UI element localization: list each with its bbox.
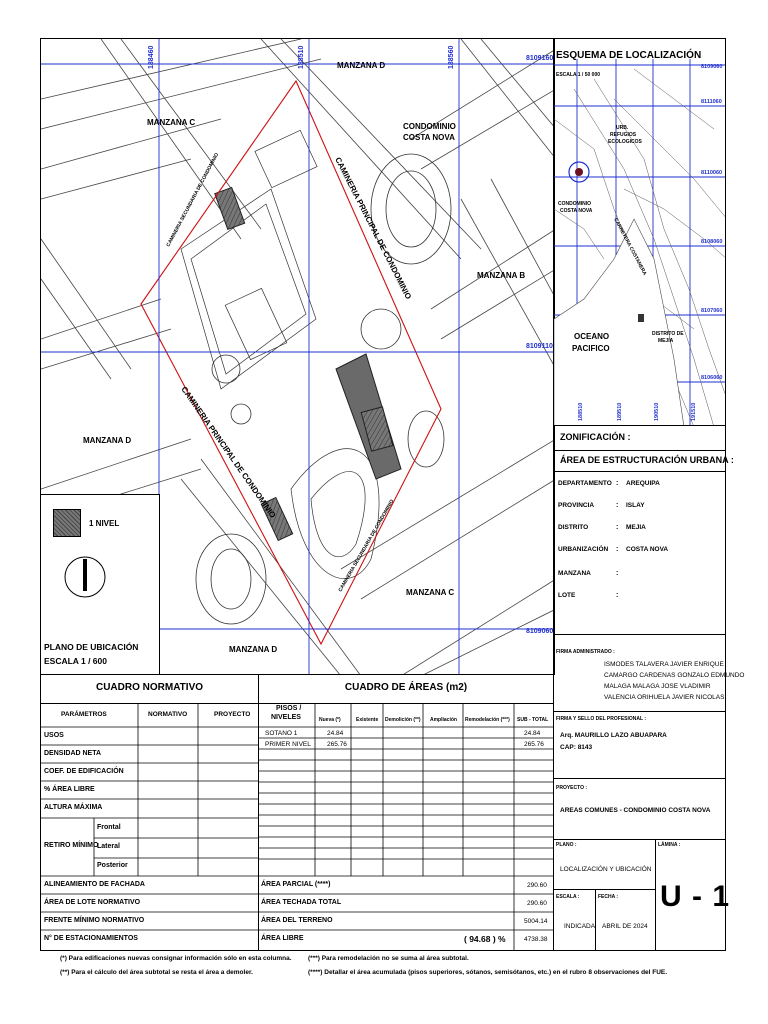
zon-row: DISTRITO : MEJIA [558, 524, 646, 531]
esquema-coord-n5: 8106060 [701, 375, 723, 381]
normativo-grid [41, 675, 258, 950]
esquema-oceano-2: PACIFICO [572, 344, 610, 353]
coord-n2: 8109110 [526, 343, 553, 350]
coord-e3: 188560 [448, 45, 455, 69]
esquema-carretera: CARRETERA COSTANERA [612, 217, 648, 277]
note-3: (***) Para remodelación no se suma al área subtotal. [308, 955, 469, 962]
plano-panel: PLANO : LOCALIZACIÓN Y UBICACIÓN [553, 839, 656, 890]
label-manzana-c-top: MANZANA C [147, 118, 196, 127]
label-manzana-d-top: MANZANA D [337, 61, 386, 70]
zonificacion-area: ÁREA DE ESTRUCTURACIÓN URBANA : [560, 455, 734, 465]
label-road-sec-1: CAMINERIA SECUNDARIA DE CONDOMINIO [165, 151, 221, 248]
plano-scale: ESCALA 1 / 600 [44, 656, 107, 666]
esquema-coord-n3: 8108060 [701, 239, 723, 245]
legend-swatch [53, 509, 81, 537]
label-road-sec-2: CAMINERIA SECUNDARIA DE CONDOMINIO [337, 498, 396, 593]
label-manzana-d-left: MANZANA D [83, 436, 132, 445]
zon-row: DEPARTAMENTO : AREQUIPA [558, 480, 660, 487]
esquema-oceano-1: OCEANO [574, 332, 610, 341]
areas-title: CUADRO DE ÁREAS (m2) [344, 682, 468, 693]
esquema-distrito-2: MEJIA [658, 338, 674, 344]
cuadro-areas: CUADRO DE ÁREAS (m2) PISOS / NIVELES Nueva (*) Existente Demolición (**) Ampliación Remodelación (***) SUB - TOTAL SOTANO 1 24.84 24.84 PRIMER NIVEL 265.76 265.76 ÁREA PARCIAL (****) 290.60 ÁREA TECHADA TOTAL 290.60 ÁREA DEL TERRENO 5004.14 ÁREA LIBRE ( 94.68 ) % 4738.38 [258, 674, 554, 951]
esquema-scale: ESCALA 1 / 50 000 [556, 72, 601, 78]
esquema-coord-e2: 190510 [654, 402, 660, 421]
label-manzana-c-bottom: MANZANA C [406, 588, 455, 597]
zon-row: MANZANA : [558, 570, 619, 577]
firma-panel: FIRMA ADMINISTRADO : ISMODES TALAVERA JAVIER ENRIQUE CAMARGO CARDENAS GONZALO EDMUNDO MALAGA MALAGA JOSE VLADIMIR VALENCIA ORIHUELA JAVIER NICOLAS [553, 634, 726, 712]
plano-title: PLANO DE UBICACIÓN [44, 642, 139, 652]
esquema-cond-1: CONDOMINIO [558, 201, 592, 207]
profesional-panel: FIRMA Y SELLO DEL PROFESIONAL : Arq. MAURILLO LAZO ABUAPARA CAP: 8143 [553, 711, 726, 779]
lamina-value: U - 1 [660, 880, 731, 913]
legend-box [40, 494, 160, 675]
coord-n3: 8109060 [526, 628, 554, 635]
proyecto-panel: PROYECTO : AREAS COMUNES - CONDOMINIO COSTA NOVA [553, 778, 726, 840]
esquema-urb-1: URB. [616, 125, 629, 131]
firma-label: FIRMA ADMINISTRADO : [556, 649, 615, 655]
zon-row: PROVINCIA : ISLAY [558, 502, 645, 509]
zon-row: LOTE : [558, 592, 619, 599]
note-1: (*) Para edificaciones nuevas consignar información sólo en esta columna. [60, 955, 292, 962]
esquema-urb-2: REFUGIOS [610, 132, 637, 138]
esquema-coord-n1: 8111060 [701, 99, 722, 105]
esquema-coord-n4: 8107060 [701, 308, 723, 314]
zon-row: URBANIZACIÓN : COSTA NOVA [558, 546, 669, 553]
escala-panel: ESCALA : INDICADA [553, 889, 596, 951]
zonificacion-title: ZONIFICACIÓN : [560, 432, 631, 442]
esquema-title: ESQUEMA DE LOCALIZACIÓN [556, 50, 702, 61]
esquema-panel [553, 38, 726, 426]
esquema-coord-e3: 191510 [691, 402, 697, 421]
fecha-panel: FECHA : ABRIL DE 2024 [595, 889, 656, 951]
label-condominio: CONDOMINIO [403, 122, 456, 131]
coord-e1: 188460 [148, 45, 155, 69]
normativo-title: CUADRO NORMATIVO [95, 682, 204, 693]
zonificacion-panel [553, 425, 734, 635]
zonificacion-rows [558, 480, 723, 614]
esquema-cond-2: COSTA NOVA [560, 208, 593, 214]
esquema-distrito-1: DISTRITO DE [652, 331, 684, 337]
esquema-coord-e1: 189510 [617, 402, 623, 421]
north-arrow-icon [63, 555, 107, 599]
esquema-coord-n0: 8109060 [701, 64, 723, 70]
esquema-urb-3: ECOLOGICOS [608, 139, 642, 145]
note-2: (**) Para el cálculo del área subtotal se resta el área a demoler. [60, 969, 253, 976]
cuadro-normativo: CUADRO NORMATIVO PARÁMETROS NORMATIVO PROYECTO USOS DENSIDAD NETA COEF. DE EDIFICACIÓN % ÁREA LIBRE ALTURA MÁXIMA RETIRO MÍNIMO Frontal Lateral Posterior ALINEAMIENTO DE FACHADA ÁREA DE LOTE NORMATIVO FRENTE MÍNIMO NORMATIVO N° DE ESTACIONAMIENTOS [40, 674, 259, 951]
coord-n1: 8109160 [526, 55, 554, 62]
label-manzana-d-bottom: MANZANA D [229, 645, 278, 654]
note-4: (****) Detallar el área acumulada (pisos superiores, sótanos, semisótanos, etc.) en el rubro 8 observaciones del FUE. [308, 969, 668, 976]
esquema-coord-n2: 8110060 [701, 170, 723, 176]
coord-e2: 188510 [298, 45, 305, 69]
label-costa-nova: COSTA NOVA [403, 133, 455, 142]
esquema-map [554, 59, 726, 426]
legend-label: 1 NIVEL [89, 519, 120, 528]
plano-ubicacion-map [40, 38, 555, 675]
label-road-1: CAMINERIA PRINCIPAL DE CONDOMINIO [333, 155, 414, 301]
esquema-coord-e0: 188510 [578, 402, 584, 421]
label-manzana-b: MANZANA B [477, 271, 526, 280]
label-road-2: CAMINERIA PRINCIPAL DE CONDOMINIO [179, 384, 278, 520]
lamina-panel: LÁMINA : U - 1 [655, 839, 726, 951]
